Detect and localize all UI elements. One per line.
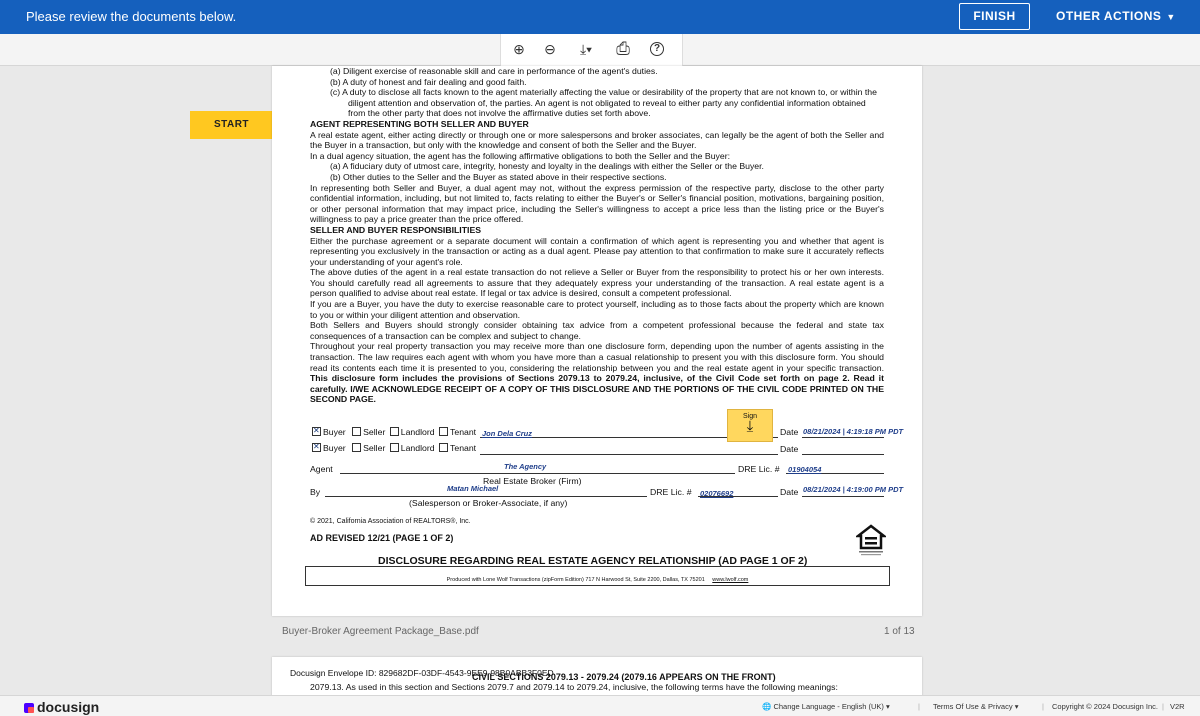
- by-line: [325, 496, 647, 497]
- help-icon[interactable]: ?: [650, 42, 664, 56]
- print-icon[interactable]: ⎙: [616, 39, 630, 58]
- agent-label: Agent: [310, 464, 333, 474]
- document-text: [310, 66, 884, 405]
- by-dre-value: 02076692: [700, 489, 734, 498]
- sign-tab-label: Sign: [742, 413, 757, 420]
- by-date-value: 08/21/2024 | 4:19:00 PM PDT: [803, 485, 904, 494]
- buyer-checkbox-1[interactable]: [312, 427, 321, 436]
- envelope-id: Docusign Envelope ID: 829682DF-03DF-4543-9EE9-98B0ABB3F0ED: [290, 668, 554, 678]
- agent-line: [340, 473, 735, 474]
- document-paragraph: (b) A duty of honest and fair dealing and good faith.: [330, 76, 527, 87]
- signer-row-2: ✕Buyer Seller Landlord Tenant: [312, 443, 476, 453]
- document-page-1: [272, 66, 922, 616]
- seller-checkbox-2[interactable]: [352, 443, 361, 452]
- footer-divider-2: |: [1042, 702, 1044, 711]
- produced-text: Produced with Lone Wolf Transactions (zipForm Edition) 717 N Harwood St, Suite 2200, Dallas, TX 75201: [446, 577, 705, 583]
- footer-version: V2R: [1170, 702, 1185, 711]
- toolbar-tools: [500, 34, 683, 66]
- document-body: [310, 66, 884, 341]
- other-actions-button[interactable]: [1056, 9, 1176, 23]
- footer-divider-1: |: [918, 702, 920, 711]
- tenant-checkbox-1[interactable]: [439, 427, 448, 436]
- docusign-logo: docusign: [24, 699, 99, 715]
- other-actions-label: OTHER ACTIONS: [1056, 9, 1162, 23]
- zoom-in-icon[interactable]: ⊕: [513, 41, 525, 57]
- document-paragraph: (b) Other duties to the Seller and the Buyer as stated above in their respective sections.: [330, 171, 667, 182]
- seller-checkbox-1[interactable]: [352, 427, 361, 436]
- by-caption: (Salesperson or Broker-Associate, if any): [409, 498, 568, 508]
- document-paragraph: Both Sellers and Buyers should strongly consider obtaining tax advice from a competent professional because the federal and state tax consequences of a transaction can be complex and subject to change.: [310, 320, 884, 341]
- document-paragraph: If you are a Buyer, you have the duty to exercise reasonable care to protect yourself, including as to those facts about the property which are known to you or within your diligent attention and observation.: [310, 299, 884, 320]
- section-heading: SELLER AND BUYER RESPONSIBILITIES: [310, 224, 482, 235]
- zoom-out-icon[interactable]: ⊖: [544, 41, 556, 57]
- document-paragraph: Either the purchase agreement or a separate document will contain a confirmation of which agent is representing you and whether that agent is representing you exclusively in the transaction or acting as a dual agent. Please pay attention to that confirmation to make sure it accurately reflects your understanding of your agent's role.: [310, 235, 884, 267]
- landlord-checkbox-1[interactable]: [390, 427, 399, 436]
- footer-divider-3: |: [1162, 702, 1164, 711]
- docusign-mark-icon: [24, 703, 34, 713]
- footer-bar: [0, 695, 1200, 716]
- broker-caption: Real Estate Broker (Firm): [483, 476, 582, 486]
- agent-dre-value: 01904054: [788, 465, 822, 474]
- by-label: By: [310, 487, 321, 497]
- document-paragraph: (a) Diligent exercise of reasonable skill and care in performance of the agent's duties.: [330, 66, 658, 76]
- sign-here-tab[interactable]: [727, 409, 773, 442]
- top-bar: [0, 0, 1200, 34]
- start-button[interactable]: START: [190, 111, 273, 139]
- document-page-2: [272, 657, 922, 697]
- globe-icon: 🌐: [762, 702, 772, 711]
- equal-housing-logo: [856, 524, 886, 558]
- date-line-2: [802, 454, 884, 455]
- document-paragraph: (a) A fiduciary duty of utmost care, integrity, honesty and loyalty in the dealings with either the Seller or the Buyer.: [330, 161, 764, 172]
- buyer-checkbox-2[interactable]: [312, 443, 321, 452]
- finish-button[interactable]: FINISH: [959, 3, 1030, 30]
- agent-value: The Agency: [504, 462, 547, 471]
- change-language-button[interactable]: 🌐 Change Language - English (UK) ▾: [762, 702, 890, 711]
- date-label-2: Date: [780, 444, 799, 454]
- produced-link[interactable]: www.lwolf.com: [712, 577, 749, 583]
- page2-first-line: 2079.13. As used in this section and Sections 2079.7 and 2079.14 to 2079.24, inclusive, the following terms have the following meanings:: [310, 682, 838, 692]
- closing-paragraph: Throughout your real property transaction you may receive more than one disclosure form, depending upon the number of agents assisting in the transaction. The law requires each agent with whom you have more than a casual relationship to present you with this disclosure form. You should read its contents each time it is presented to you, considering the relationship between you and the real estate agent in your specific transaction. This disclosure form includes the provisions of Sections 2079.13 to 2079.24, inclusive, of the Civil Code set forth on page 2. Read it carefully. I/WE ACKNOWLEDGE RECEIPT OF A COPY OF THIS DISCLOSURE AND THE PORTIONS OF THE CIVIL CODE PRINTED ON THE SECOND PAGE.: [310, 341, 884, 405]
- by-date-label: Date: [780, 487, 799, 497]
- caret-down-icon: ▼: [1166, 12, 1176, 22]
- produced-box: [305, 566, 890, 586]
- date-label-1: Date: [780, 427, 799, 437]
- document-file-name: Buyer-Broker Agreement Package_Base.pdf: [282, 626, 479, 637]
- by-date-line: [802, 496, 884, 497]
- document-paragraph: In a dual agency situation, the agent has the following affirmative obligations to both the Seller and the Buyer:: [310, 150, 731, 161]
- landlord-checkbox-2[interactable]: [390, 443, 399, 452]
- terms-link[interactable]: Terms Of Use & Privacy ▾: [933, 702, 1019, 711]
- section-heading: AGENT REPRESENTING BOTH SELLER AND BUYER: [310, 118, 529, 129]
- document-paragraph: The above duties of the agent in a real estate transaction do not relieve a Seller or Buyer from the responsibility to protect his or her own interests. You should carefully read all agreements to assure that they adequately express your understanding of the transaction. A real estate agent is a person qualified to advise about real estate. If legal or tax advice is desired, consult a competent professional.: [310, 267, 884, 299]
- page2-heading: CIVIL SECTIONS 2079.13 - 2079.24 (2079.16 APPEARS ON THE FRONT): [472, 672, 776, 682]
- tenant-checkbox-2[interactable]: [439, 443, 448, 452]
- signer-1-name: Jon Dela Cruz: [482, 429, 533, 438]
- document-paragraph: A real estate agent, either acting directly or through one or more salespersons and broker associates, can legally be the agent of both the Seller and the Buyer in a transaction, but only with the knowledge and consent of both the Seller and the Buyer.: [310, 129, 884, 151]
- review-message: Please review the documents below.: [26, 9, 237, 24]
- footer-copyright: Copyright © 2024 Docusign Inc.: [1052, 702, 1158, 711]
- download-icon[interactable]: ⤓▾: [579, 41, 593, 57]
- form-revision: AD REVISED 12/21 (PAGE 1 OF 2): [310, 533, 454, 543]
- document-toolbar: [0, 34, 1200, 66]
- date-value-1: 08/21/2024 | 4:19:18 PM PDT: [803, 427, 904, 436]
- signature-line-2: [480, 454, 778, 455]
- page-count: 1 of 13: [884, 626, 915, 637]
- document-paragraph: (c) A duty to disclose all facts known to the agent materially affecting the value or desirability of the property that are not known to, or within the diligent attention and observation of, the parties. An agent is not obligated to reveal to either party any confidential information obtained from the other party that does not involve the affirmative duties set forth above.: [330, 87, 877, 119]
- by-dre-label: DRE Lic. #: [650, 487, 692, 497]
- signer-row-1: ✕Buyer Seller Landlord Tenant: [312, 427, 476, 437]
- document-title: DISCLOSURE REGARDING REAL ESTATE AGENCY RELATIONSHIP (AD PAGE 1 OF 2): [378, 555, 808, 567]
- form-copyright: © 2021, California Association of REALTORS®, Inc.: [310, 518, 471, 525]
- by-value: Matan Michael: [447, 484, 499, 493]
- download-arrow-icon: ⤓: [746, 418, 754, 435]
- document-paragraph: In representing both Seller and Buyer, a dual agent may not, without the express permission of the respective party, disclose to the other party confidential information, including, but not limited to, facts relating to either the Buyer's or Seller's financial position, motivations, bargaining position, or other personal information that may impact price, including the Seller's willingness to accept a price less than the listing price or the Buyer's willingness to pay a price greater than the price offered.: [310, 182, 884, 225]
- agent-dre-label: DRE Lic. #: [738, 464, 780, 474]
- date-line-1: [802, 437, 884, 438]
